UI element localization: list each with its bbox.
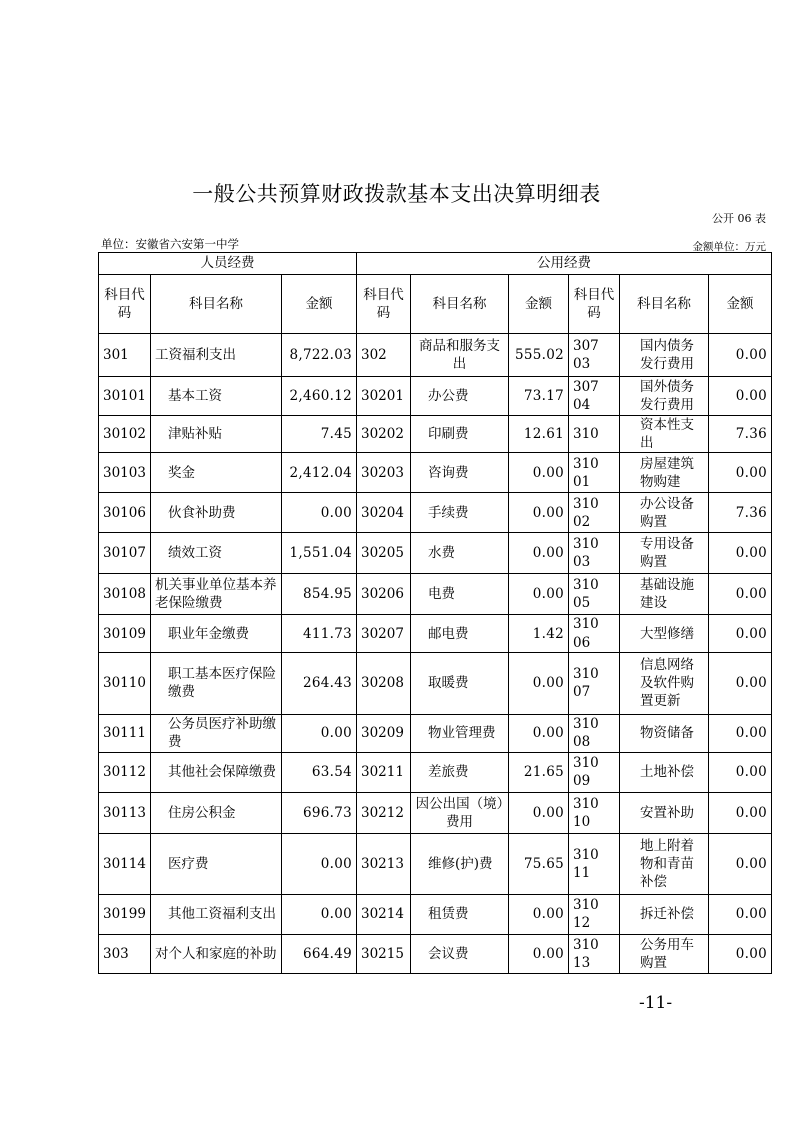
header-code: 科目代码 <box>99 275 151 334</box>
header-name: 科目名称 <box>151 275 282 334</box>
capital-code-cell: 31003 <box>569 533 620 574</box>
capital-code-cell: 31013 <box>569 934 620 973</box>
public-amount-cell: 0.00 <box>509 792 569 833</box>
personnel-code-cell: 303 <box>99 934 151 973</box>
personnel-name-cell: 其他工资福利支出 <box>151 894 282 934</box>
public-name-cell: 租赁费 <box>411 894 509 934</box>
table-row <box>99 714 772 752</box>
public-amount-cell: 0.00 <box>509 493 569 533</box>
public-name-cell: 水费 <box>411 533 509 574</box>
personnel-amount-cell: 411.73 <box>282 615 357 652</box>
capital-amount-cell: 0.00 <box>709 453 772 493</box>
personnel-amount-cell: 63.54 <box>282 752 357 792</box>
capital-amount-cell: 7.36 <box>709 416 772 453</box>
header-amount: 金额 <box>509 275 569 334</box>
public-name-cell: 物业管理费 <box>411 714 509 752</box>
personnel-amount-cell: 7.45 <box>282 416 357 453</box>
table-row <box>99 752 772 792</box>
public-code-cell: 30201 <box>357 377 411 416</box>
personnel-amount-cell: 0.00 <box>282 894 357 934</box>
personnel-name-cell: 伙食补助费 <box>151 493 282 533</box>
public-code-cell: 302 <box>357 334 411 377</box>
personnel-name-cell: 工资福利支出 <box>151 334 282 377</box>
personnel-name-cell: 住房公积金 <box>151 792 282 833</box>
capital-amount-cell: 0.00 <box>709 752 772 792</box>
public-amount-cell: 0.00 <box>509 894 569 934</box>
public-name-cell: 电费 <box>411 574 509 615</box>
section-public: 公用经费 <box>357 253 772 275</box>
public-amount-cell: 555.02 <box>509 334 569 377</box>
capital-name-cell: 办公设备购置 <box>620 493 709 533</box>
table-row <box>99 652 772 714</box>
public-code-cell: 30202 <box>357 416 411 453</box>
personnel-amount-cell: 0.00 <box>282 714 357 752</box>
capital-name-cell: 房屋建筑物购建 <box>620 453 709 493</box>
capital-code-cell: 31008 <box>569 714 620 752</box>
public-name-cell: 手续费 <box>411 493 509 533</box>
capital-amount-cell: 0.00 <box>709 833 772 894</box>
capital-code-cell: 31010 <box>569 792 620 833</box>
table-row <box>99 574 772 615</box>
personnel-name-cell: 对个人和家庭的补助 <box>151 934 282 973</box>
public-name-cell: 邮电费 <box>411 615 509 652</box>
personnel-name-cell: 机关事业单位基本养老保险缴费 <box>151 574 282 615</box>
personnel-name-cell: 绩效工资 <box>151 533 282 574</box>
expenditure-table <box>98 252 772 974</box>
public-code-cell: 30211 <box>357 752 411 792</box>
capital-name-cell: 专用设备购置 <box>620 533 709 574</box>
public-name-cell: 印刷费 <box>411 416 509 453</box>
table-row <box>99 792 772 833</box>
capital-name-cell: 土地补偿 <box>620 752 709 792</box>
header-name: 科目名称 <box>411 275 509 334</box>
personnel-code-cell: 30109 <box>99 615 151 652</box>
section-personnel: 人员经费 <box>99 253 357 275</box>
public-amount-cell: 21.65 <box>509 752 569 792</box>
capital-code-cell: 31012 <box>569 894 620 934</box>
personnel-amount-cell: 2,460.12 <box>282 377 357 416</box>
public-name-cell: 会议费 <box>411 934 509 973</box>
personnel-code-cell: 30101 <box>99 377 151 416</box>
personnel-amount-cell: 264.43 <box>282 652 357 714</box>
personnel-code-cell: 30199 <box>99 894 151 934</box>
personnel-code-cell: 30111 <box>99 714 151 752</box>
personnel-name-cell: 职工基本医疗保险缴费 <box>151 652 282 714</box>
public-amount-cell: 73.17 <box>509 377 569 416</box>
form-number: 公开 06 表 <box>712 212 766 225</box>
capital-code-cell: 31006 <box>569 615 620 652</box>
capital-amount-cell: 0.00 <box>709 574 772 615</box>
capital-amount-cell: 0.00 <box>709 377 772 416</box>
header-code: 科目代码 <box>357 275 411 334</box>
public-code-cell: 30203 <box>357 453 411 493</box>
capital-name-cell: 国外债务发行费用 <box>620 377 709 416</box>
table-row <box>99 533 772 574</box>
table-row <box>99 934 772 973</box>
capital-name-cell: 物资储备 <box>620 714 709 752</box>
personnel-name-cell: 津贴补贴 <box>151 416 282 453</box>
public-amount-cell: 1.42 <box>509 615 569 652</box>
capital-code-cell: 310 <box>569 416 620 453</box>
capital-amount-cell: 0.00 <box>709 615 772 652</box>
capital-name-cell: 安置补助 <box>620 792 709 833</box>
personnel-code-cell: 30110 <box>99 652 151 714</box>
header-amount: 金额 <box>282 275 357 334</box>
personnel-amount-cell: 2,412.04 <box>282 453 357 493</box>
capital-name-cell: 基础设施建设 <box>620 574 709 615</box>
public-amount-cell: 0.00 <box>509 574 569 615</box>
public-name-cell: 取暖费 <box>411 652 509 714</box>
public-name-cell: 维修(护)费 <box>411 833 509 894</box>
capital-name-cell: 地上附着物和青苗补偿 <box>620 833 709 894</box>
personnel-code-cell: 30102 <box>99 416 151 453</box>
capital-name-cell: 大型修缮 <box>620 615 709 652</box>
table-row <box>99 615 772 652</box>
public-name-cell: 咨询费 <box>411 453 509 493</box>
capital-amount-cell: 0.00 <box>709 934 772 973</box>
public-name-cell: 因公出国（境）费用 <box>411 792 509 833</box>
personnel-amount-cell: 0.00 <box>282 833 357 894</box>
public-amount-cell: 75.65 <box>509 833 569 894</box>
capital-amount-cell: 7.36 <box>709 493 772 533</box>
amount-unit-label: 金额单位：万元 <box>692 241 766 253</box>
personnel-code-cell: 30103 <box>99 453 151 493</box>
personnel-amount-cell: 664.49 <box>282 934 357 973</box>
personnel-amount-cell: 8,722.03 <box>282 334 357 377</box>
personnel-code-cell: 30113 <box>99 792 151 833</box>
table-row <box>99 493 772 533</box>
public-name-cell: 差旅费 <box>411 752 509 792</box>
capital-amount-cell: 0.00 <box>709 533 772 574</box>
table-row <box>99 334 772 377</box>
public-amount-cell: 0.00 <box>509 533 569 574</box>
capital-code-cell: 31011 <box>569 833 620 894</box>
personnel-code-cell: 30112 <box>99 752 151 792</box>
public-amount-cell: 0.00 <box>509 453 569 493</box>
public-amount-cell: 12.61 <box>509 416 569 453</box>
public-code-cell: 30214 <box>357 894 411 934</box>
personnel-code-cell: 30107 <box>99 533 151 574</box>
capital-name-cell: 拆迁补偿 <box>620 894 709 934</box>
personnel-code-cell: 30114 <box>99 833 151 894</box>
capital-amount-cell: 0.00 <box>709 792 772 833</box>
page-title: 一般公共预算财政拨款基本支出决算明细表 <box>192 182 601 206</box>
table-row <box>99 416 772 453</box>
capital-code-cell: 30703 <box>569 334 620 377</box>
public-code-cell: 30215 <box>357 934 411 973</box>
public-code-cell: 30208 <box>357 652 411 714</box>
section-header-row <box>99 253 772 275</box>
public-code-cell: 30207 <box>357 615 411 652</box>
public-amount-cell: 0.00 <box>509 934 569 973</box>
public-code-cell: 30204 <box>357 493 411 533</box>
table-row <box>99 894 772 934</box>
public-code-cell: 30213 <box>357 833 411 894</box>
column-header-row <box>99 275 772 334</box>
capital-amount-cell: 0.00 <box>709 714 772 752</box>
personnel-amount-cell: 854.95 <box>282 574 357 615</box>
table-row <box>99 833 772 894</box>
personnel-name-cell: 职业年金缴费 <box>151 615 282 652</box>
capital-amount-cell: 0.00 <box>709 652 772 714</box>
header-name: 科目名称 <box>620 275 709 334</box>
page-number: -11- <box>639 993 673 1013</box>
personnel-name-cell: 医疗费 <box>151 833 282 894</box>
capital-code-cell: 31002 <box>569 493 620 533</box>
personnel-name-cell: 公务员医疗补助缴费 <box>151 714 282 752</box>
personnel-code-cell: 301 <box>99 334 151 377</box>
capital-name-cell: 资本性支出 <box>620 416 709 453</box>
header-code: 科目代码 <box>569 275 620 334</box>
public-code-cell: 30212 <box>357 792 411 833</box>
personnel-code-cell: 30108 <box>99 574 151 615</box>
public-amount-cell: 0.00 <box>509 714 569 752</box>
capital-code-cell: 30704 <box>569 377 620 416</box>
public-code-cell: 30205 <box>357 533 411 574</box>
public-name-cell: 商品和服务支出 <box>411 334 509 377</box>
capital-name-cell: 国内债务发行费用 <box>620 334 709 377</box>
capital-code-cell: 31005 <box>569 574 620 615</box>
personnel-amount-cell: 696.73 <box>282 792 357 833</box>
header-amount: 金额 <box>709 275 772 334</box>
personnel-amount-cell: 0.00 <box>282 493 357 533</box>
personnel-name-cell: 其他社会保障缴费 <box>151 752 282 792</box>
personnel-name-cell: 奖金 <box>151 453 282 493</box>
public-name-cell: 办公费 <box>411 377 509 416</box>
capital-code-cell: 31001 <box>569 453 620 493</box>
personnel-name-cell: 基本工资 <box>151 377 282 416</box>
personnel-amount-cell: 1,551.04 <box>282 533 357 574</box>
personnel-code-cell: 30106 <box>99 493 151 533</box>
capital-name-cell: 信息网络及软件购置更新 <box>620 652 709 714</box>
capital-name-cell: 公务用车购置 <box>620 934 709 973</box>
capital-amount-cell: 0.00 <box>709 894 772 934</box>
capital-code-cell: 31009 <box>569 752 620 792</box>
capital-amount-cell: 0.00 <box>709 334 772 377</box>
capital-code-cell: 31007 <box>569 652 620 714</box>
unit-label: 单位：安徽省六安第一中学 <box>101 237 239 251</box>
public-amount-cell: 0.00 <box>509 652 569 714</box>
public-code-cell: 30209 <box>357 714 411 752</box>
public-code-cell: 30206 <box>357 574 411 615</box>
table-body <box>99 253 772 974</box>
table-row <box>99 377 772 416</box>
table-row <box>99 453 772 493</box>
